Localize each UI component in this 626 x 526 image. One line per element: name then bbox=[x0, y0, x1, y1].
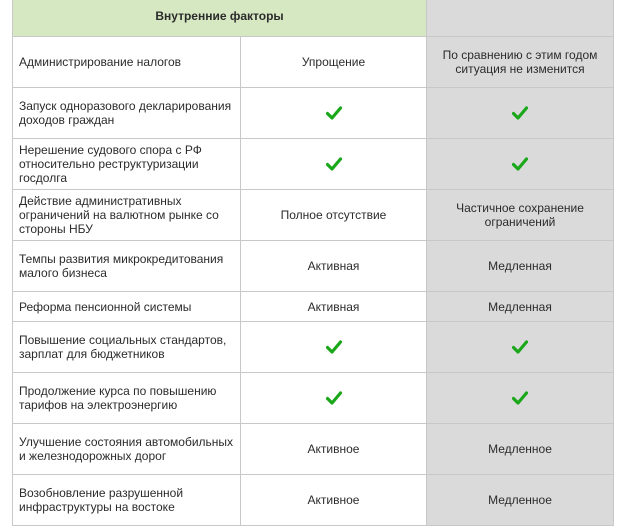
next-year-cell: Частичное сохранение ограничений bbox=[427, 190, 614, 241]
current-year-cell bbox=[241, 373, 427, 424]
next-year-cell: Медленное bbox=[427, 475, 614, 526]
current-year-cell: Полное отсутствие bbox=[241, 190, 427, 241]
factor-name-cell: Запуск одноразового декларирования доходов граждан bbox=[13, 88, 241, 139]
current-year-cell: Активное bbox=[241, 475, 427, 526]
table-row bbox=[13, 424, 614, 475]
next-year-cell: Медленное bbox=[427, 424, 614, 475]
factor-name-cell: Продолжение курса по повышению тарифов на электроэнергию bbox=[13, 373, 241, 424]
current-year-cell: Активная bbox=[241, 292, 427, 322]
current-year-cell bbox=[241, 322, 427, 373]
next-year-cell: Медленная bbox=[427, 241, 614, 292]
factors-table bbox=[12, 0, 614, 526]
next-year-cell bbox=[427, 88, 614, 139]
table-row bbox=[13, 139, 614, 190]
factor-name-cell: Действие административных ограничений на валютном рынке со стороны НБУ bbox=[13, 190, 241, 241]
factor-name-cell: Нерешение судового спора с РФ относительно реструктуризации госдолга bbox=[13, 139, 241, 190]
table-row bbox=[13, 88, 614, 139]
table-row bbox=[13, 37, 614, 88]
checkmark-icon bbox=[512, 157, 528, 171]
factor-name-cell: Повышение социальных стандартов, зарплат для бюджетников bbox=[13, 322, 241, 373]
table-row bbox=[13, 322, 614, 373]
factor-name-cell: Темпы развития микрокредитования малого бизнеса bbox=[13, 241, 241, 292]
factors-table-body bbox=[13, 0, 614, 526]
checkmark-icon bbox=[326, 157, 342, 171]
section-title: Внутренние факторы bbox=[13, 0, 427, 37]
factor-name-cell: Администрирование налогов bbox=[13, 37, 241, 88]
section-header-gray-cell bbox=[427, 0, 614, 37]
next-year-cell bbox=[427, 139, 614, 190]
factor-name-cell: Реформа пенсионной системы bbox=[13, 292, 241, 322]
table-row bbox=[13, 475, 614, 526]
table-row bbox=[13, 241, 614, 292]
table-row bbox=[13, 190, 614, 241]
section-header-row bbox=[13, 0, 614, 37]
table-row bbox=[13, 292, 614, 322]
table-row bbox=[13, 373, 614, 424]
current-year-cell: Упрощение bbox=[241, 37, 427, 88]
current-year-cell bbox=[241, 139, 427, 190]
checkmark-icon bbox=[512, 340, 528, 354]
next-year-cell bbox=[427, 373, 614, 424]
next-year-cell bbox=[427, 322, 614, 373]
next-year-cell: По сравнению с этим годом ситуация не изменится bbox=[427, 37, 614, 88]
current-year-cell: Активная bbox=[241, 241, 427, 292]
next-year-cell: Медленная bbox=[427, 292, 614, 322]
factor-name-cell: Улучшение состояния автомобильных и железнодорожных дорог bbox=[13, 424, 241, 475]
factor-name-cell: Возобновление разрушенной инфраструктуры на востоке bbox=[13, 475, 241, 526]
checkmark-icon bbox=[326, 340, 342, 354]
current-year-cell bbox=[241, 88, 427, 139]
checkmark-icon bbox=[326, 106, 342, 120]
current-year-cell: Активное bbox=[241, 424, 427, 475]
checkmark-icon bbox=[512, 106, 528, 120]
checkmark-icon bbox=[512, 391, 528, 405]
checkmark-icon bbox=[326, 391, 342, 405]
